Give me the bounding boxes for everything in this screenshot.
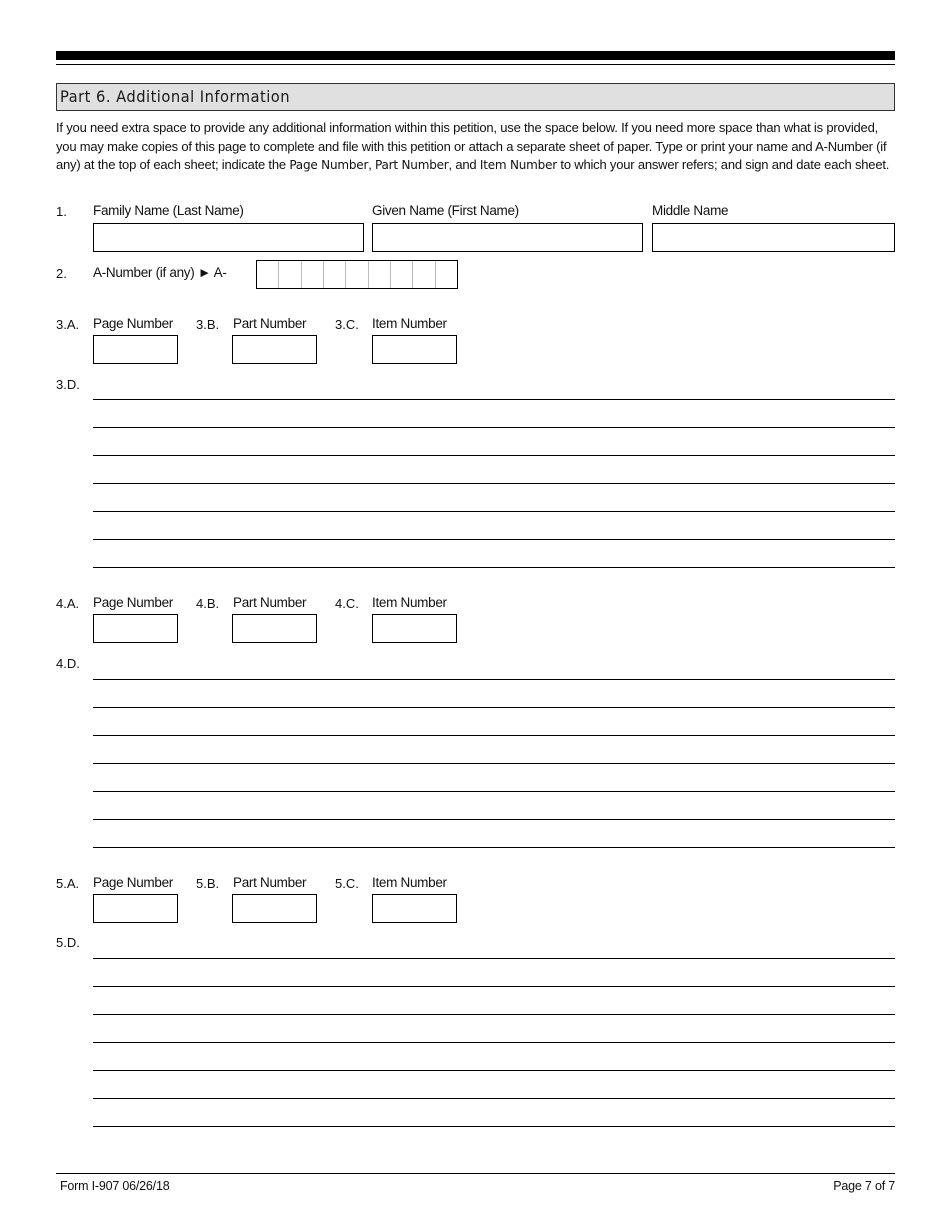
item-number-field[interactable] <box>372 894 457 923</box>
answer-line[interactable] <box>93 819 895 820</box>
top-rule-thin <box>56 64 895 65</box>
a-number-digit[interactable] <box>324 261 346 288</box>
answer-line[interactable] <box>93 707 895 708</box>
a-number-digit[interactable] <box>257 261 279 288</box>
a-number-digit[interactable] <box>369 261 391 288</box>
answer-line[interactable] <box>93 1070 895 1071</box>
page-number-field[interactable] <box>93 614 178 643</box>
family-name-field[interactable] <box>93 223 364 252</box>
form-id: Form I-907 06/26/18 <box>60 1179 170 1193</box>
answer-line[interactable] <box>93 763 895 764</box>
intro-text-1: If you need extra space to provide any additional information within this petition, use the space below. If you need more space than what is provided, you may make copies of this page to complete and file with this petition or attach a separate sheet of paper. Type or print your name and A-Number (if any) at the top of each sheet; indicate the <box>56 120 887 172</box>
a-number-digit[interactable] <box>346 261 368 288</box>
part-number-field[interactable] <box>232 894 317 923</box>
answer-line[interactable] <box>93 791 895 792</box>
intro-page-number: Page Number <box>289 158 369 172</box>
answer-line[interactable] <box>93 511 895 512</box>
answer-line[interactable] <box>93 455 895 456</box>
answer-line[interactable] <box>93 483 895 484</box>
item-number-label: Item Number <box>372 875 447 890</box>
page-indicator: Page 7 of 7 <box>833 1179 895 1193</box>
page-number-label: Page Number <box>93 595 173 610</box>
page-number-label: Page Number <box>93 875 173 890</box>
intro-text-2: to which your answer refers; and sign and date each sheet. <box>557 157 890 172</box>
a-number-field[interactable] <box>256 260 458 289</box>
page-number-field[interactable] <box>93 894 178 923</box>
answer-line[interactable] <box>93 1042 895 1043</box>
item-number-label: Item Number <box>372 595 447 610</box>
part-number-field[interactable] <box>232 335 317 364</box>
given-name-label: Given Name (First Name) <box>372 203 519 218</box>
part-number-field[interactable] <box>232 614 317 643</box>
answer-line[interactable] <box>93 958 895 959</box>
middle-name-field[interactable] <box>652 223 895 252</box>
item-4a-number: 4.A. <box>56 596 80 611</box>
item-number-label: Item Number <box>372 316 447 331</box>
family-name-label: Family Name (Last Name) <box>93 203 244 218</box>
intro-item-number: Item Number <box>479 158 557 172</box>
a-number-label: A-Number (if any) ► A- <box>93 265 227 280</box>
item-4d-number: 4.D. <box>56 656 80 671</box>
answer-line[interactable] <box>93 427 895 428</box>
item-4b-number: 4.B. <box>196 596 220 611</box>
intro-part-number: Part Number <box>375 158 449 172</box>
item-3d-number: 3.D. <box>56 377 80 392</box>
item-number-field[interactable] <box>372 614 457 643</box>
top-rule-thick <box>56 51 895 60</box>
item-number-field[interactable] <box>372 335 457 364</box>
item-5d-number: 5.D. <box>56 935 80 950</box>
item-1-number: 1. <box>56 204 67 219</box>
answer-line[interactable] <box>93 567 895 568</box>
answer-line[interactable] <box>93 735 895 736</box>
a-number-digit[interactable] <box>279 261 301 288</box>
middle-name-label: Middle Name <box>652 203 729 218</box>
part-header <box>56 83 895 111</box>
a-number-digit[interactable] <box>302 261 324 288</box>
answer-line[interactable] <box>93 986 895 987</box>
intro-sep-1: , <box>368 157 376 172</box>
page-number-label: Page Number <box>93 316 173 331</box>
answer-line[interactable] <box>93 399 895 400</box>
item-3b-number: 3.B. <box>196 317 220 332</box>
given-name-field[interactable] <box>372 223 643 252</box>
item-3a-number: 3.A. <box>56 317 80 332</box>
part-title: Part 6. Additional Information <box>60 87 291 106</box>
item-5b-number: 5.B. <box>196 876 220 891</box>
a-number-digit[interactable] <box>436 261 457 288</box>
a-number-digit[interactable] <box>413 261 435 288</box>
answer-line[interactable] <box>93 1098 895 1099</box>
answer-line[interactable] <box>93 539 895 540</box>
answer-line[interactable] <box>93 1014 895 1015</box>
answer-line[interactable] <box>93 1126 895 1127</box>
answer-line[interactable] <box>93 847 895 848</box>
item-2-number: 2. <box>56 266 67 281</box>
item-5a-number: 5.A. <box>56 876 80 891</box>
item-3c-number: 3.C. <box>335 317 359 332</box>
page-number-field[interactable] <box>93 335 178 364</box>
footer-rule <box>56 1173 895 1174</box>
item-4c-number: 4.C. <box>335 596 359 611</box>
intro-paragraph <box>56 119 898 175</box>
intro-sep-2: , and <box>448 157 480 172</box>
part-number-label: Part Number <box>233 875 307 890</box>
item-5c-number: 5.C. <box>335 876 359 891</box>
a-number-digit[interactable] <box>391 261 413 288</box>
part-number-label: Part Number <box>233 595 307 610</box>
part-number-label: Part Number <box>233 316 307 331</box>
answer-line[interactable] <box>93 679 895 680</box>
